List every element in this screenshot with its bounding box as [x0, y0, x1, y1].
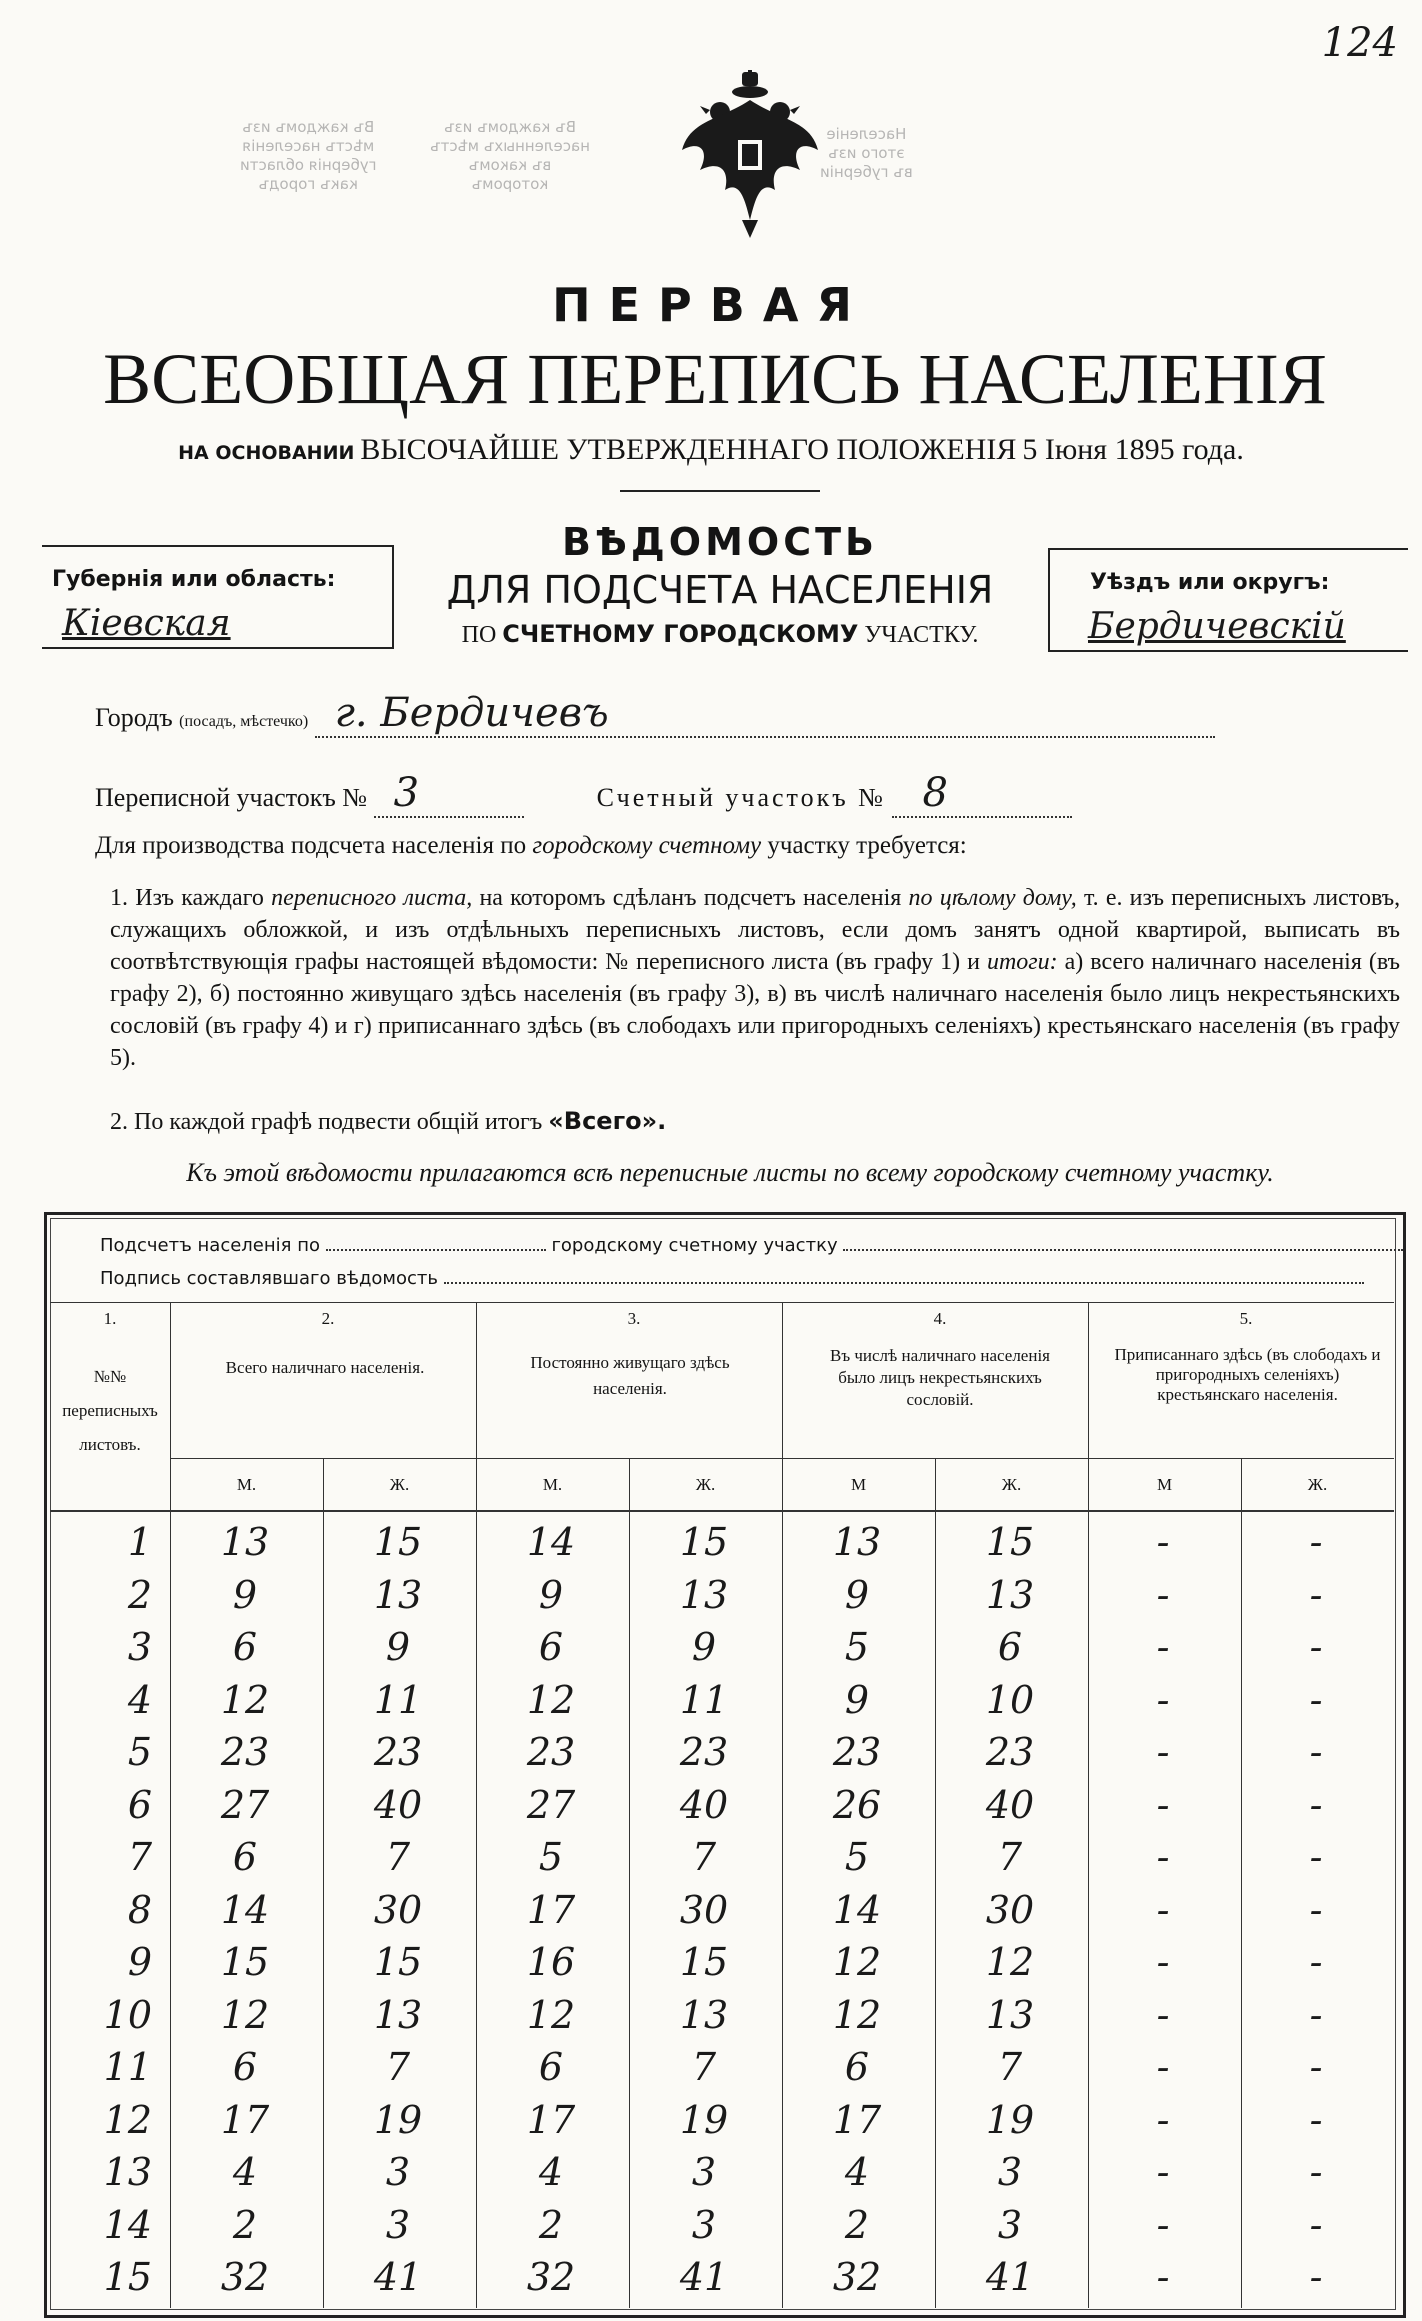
row-10-col4-f: 13 [985, 1992, 1035, 2037]
header-bottom-line [50, 1510, 1394, 1512]
row-5-col5-f: - [1309, 1730, 1323, 1774]
province-box [42, 545, 394, 649]
row-9-col4-f: 12 [985, 1940, 1035, 1984]
bleed-stamp-right: Населеніе этого изъ въ губерніи [820, 125, 913, 181]
row-7-col5-m: - [1156, 1835, 1170, 1879]
row-6-col4-m: 26 [832, 1782, 882, 1827]
row-8-sheet-number: 8 [127, 1887, 152, 1932]
row-5-col3-f: 23 [679, 1730, 729, 1774]
col5-header: Приписаннаго здѣсь (въ слободахъ и пригородныхъ селеніяхъ) крестьянскаго населенія. [1114, 1345, 1381, 1404]
row-2-col4-m: 9 [844, 1572, 870, 1617]
row-4-col3-m: 12 [526, 1677, 576, 1722]
row-13-sheet-number: 13 [103, 2150, 152, 2194]
row-3-col4-f: 6 [997, 1625, 1023, 1669]
row-14-col4-f: 3 [997, 2202, 1023, 2247]
row-3-col3-m: 6 [538, 1625, 564, 1669]
row-15-col5-f: - [1309, 2255, 1323, 2299]
col5-female-header: Ж. [1307, 1475, 1328, 1494]
col3-female-header: Ж. [695, 1475, 716, 1494]
row-14-col5-m: - [1156, 2202, 1170, 2247]
row-1-col4-f: 15 [985, 1520, 1035, 1564]
row-12-col2-m: 17 [220, 2097, 270, 2142]
col4-female-header: Ж. [1001, 1475, 1022, 1494]
row-10-col5-m: - [1156, 1992, 1170, 2037]
row-8-col3-m: 17 [526, 1887, 576, 1932]
row-8-col5-m: - [1156, 1887, 1170, 1932]
row-10-col2-f: 13 [373, 1992, 423, 2037]
title-general-census: ВСЕОБЩАЯ ПЕРЕПИСЬ НАСЕЛЕНІЯ [103, 339, 1327, 419]
instructions-item-2: 2. По каждой графѣ подвести общій итогъ «Всего». [110, 1107, 667, 1135]
title-first: ПЕРВАЯ [552, 278, 870, 332]
row-3-col3-f: 9 [691, 1625, 717, 1669]
row-15-col5-m: - [1156, 2255, 1170, 2299]
city-value: г. Бердичевъ [334, 690, 609, 736]
row-4-col4-f: 10 [985, 1677, 1035, 1722]
annex-note: Къ этой вѣдомости прилагаются всѣ переписные листы по всему городскому счетному участку. [186, 1158, 1274, 1187]
row-1-col5-m: - [1156, 1520, 1170, 1564]
row-11-col2-f: 7 [385, 2045, 411, 2089]
legal-basis-line: НА ОСНОВАНИИ ВЫСОЧАЙШЕ УТВЕРЖДЕННАГО ПОЛОЖЕНІЯ 5 Іюня 1895 года. [178, 433, 1244, 466]
row-5-col2-f: 23 [373, 1730, 423, 1774]
row-4-col5-f: - [1309, 1677, 1323, 1722]
district-value: Бердичевскій [1088, 606, 1346, 647]
row-3-col2-f: 9 [385, 1625, 411, 1669]
row-13-col3-m: 4 [538, 2150, 564, 2194]
row-11-col4-m: 6 [844, 2045, 870, 2089]
row-13-col5-m: - [1156, 2150, 1170, 2194]
row-6-sheet-number: 6 [127, 1782, 152, 1827]
col1-number: 1. [103, 1309, 117, 1328]
row-1-col3-f: 15 [679, 1520, 729, 1564]
row-3-col5-m: - [1156, 1625, 1170, 1669]
row-15-col3-m: 32 [526, 2255, 576, 2299]
row-8-col2-m: 14 [220, 1887, 270, 1932]
folio-number: 124 [1321, 20, 1398, 66]
row-8-col4-m: 14 [832, 1887, 882, 1932]
col5-number: 5. [1239, 1309, 1253, 1328]
form-title-line3: ПО СЧЕТНОМУ ГОРОДСКОМУ УЧАСТКУ. [461, 620, 979, 648]
row-13-col2-f: 3 [385, 2150, 411, 2194]
row-1-col2-m: 13 [220, 1520, 270, 1564]
row-11-sheet-number: 11 [103, 2045, 152, 2089]
row-4-col4-m: 9 [844, 1677, 870, 1722]
bleed-stamp-center: Въ каждомъ изъ населенныхъ мѣстъ въ какомъ которомъ [430, 118, 590, 193]
row-6-col3-m: 27 [526, 1782, 576, 1827]
row-7-sheet-number: 7 [127, 1835, 152, 1879]
row-2-col4-f: 13 [985, 1572, 1035, 1617]
row-12-col4-f: 19 [985, 2097, 1035, 2142]
row-3-col5-f: - [1309, 1625, 1323, 1669]
row-6-col5-m: - [1156, 1782, 1170, 1827]
row-2-col5-f: - [1309, 1572, 1323, 1617]
row-12-sheet-number: 12 [103, 2097, 152, 2142]
row-14-col2-m: 2 [232, 2202, 258, 2247]
row-2-sheet-number: 2 [127, 1572, 152, 1617]
row-6-col3-f: 40 [679, 1782, 729, 1827]
table-signature-line: Подпись составлявшаго вѣдомость [100, 1268, 1364, 1289]
row-8-col2-f: 30 [373, 1887, 423, 1932]
header-top-line [50, 1302, 1394, 1303]
row-3-col4-m: 5 [844, 1625, 870, 1669]
row-11-col4-f: 7 [997, 2045, 1023, 2089]
col3-number: 3. [627, 1309, 641, 1328]
row-7-col2-m: 6 [232, 1835, 258, 1879]
row-4-col2-m: 12 [220, 1677, 270, 1722]
row-15-col3-f: 41 [679, 2255, 729, 2299]
col2-female-header: Ж. [389, 1475, 410, 1494]
province-label: Губернія или область: [52, 567, 336, 592]
row-7-col4-f: 7 [997, 1835, 1023, 1879]
row-1-sheet-number: 1 [127, 1520, 152, 1564]
row-2-col3-m: 9 [538, 1572, 564, 1617]
row-3-col2-m: 6 [232, 1625, 258, 1669]
row-12-col5-m: - [1156, 2097, 1170, 2142]
divider-rule [620, 490, 820, 492]
row-2-col5-m: - [1156, 1572, 1170, 1617]
census-area-field: Переписной участокъ № 3 Счетный участокъ № 8 [95, 770, 1072, 818]
district-label: Уѣздъ или округъ: [1090, 570, 1330, 595]
row-7-col4-m: 5 [844, 1835, 870, 1879]
row-12-col2-f: 19 [373, 2097, 423, 2142]
row-5-col5-m: - [1156, 1730, 1170, 1774]
row-13-col4-f: 3 [997, 2150, 1023, 2194]
row-9-col2-m: 15 [220, 1940, 270, 1984]
row-14-sheet-number: 14 [103, 2202, 152, 2247]
row-4-col5-m: - [1156, 1677, 1170, 1722]
form-title [400, 520, 1040, 649]
row-11-col2-m: 6 [232, 2045, 258, 2089]
province-value: Кіевская [62, 603, 231, 644]
row-11-col5-m: - [1156, 2045, 1170, 2089]
row-2-col3-f: 13 [679, 1572, 729, 1617]
row-8-col3-f: 30 [679, 1887, 729, 1932]
row-9-col5-m: - [1156, 1940, 1170, 1984]
form-title-line2: ДЛЯ ПОДСЧЕТА НАСЕЛЕНІЯ [446, 568, 994, 612]
row-7-col3-f: 7 [691, 1835, 717, 1879]
col1-header: №№ переписныхъ листовъ. [62, 1367, 158, 1454]
row-7-col3-m: 5 [538, 1835, 564, 1879]
row-6-col2-m: 27 [220, 1782, 270, 1827]
row-5-col4-m: 23 [832, 1730, 882, 1774]
col4-number: 4. [933, 1309, 947, 1328]
bleed-stamp-left: Въ каждомъ изъ мѣстъ населенія губернія области какъ городъ [240, 118, 377, 193]
row-15-col2-m: 32 [220, 2255, 270, 2299]
instructions-item-1: 1. Изъ каждаго переписного листа, на которомъ сдѣланъ подсчетъ населенія по цѣлому дому, т. е. изъ переписныхъ листовъ, служащихъ обложкой, и изъ отдѣльныхъ переписныхъ листовъ, если домъ занятъ одной квартирой, выписать въ соотвѣтствующія графы настоящей вѣдомости: № переписного листа (въ графу 1) и итоги: а) всего наличнаго населенія (въ графу 2), б) постоянно живущаго здѣсь населенія (въ графу 3), в) въ числѣ наличнаго населенія было лицъ некрестьянскихъ сословій (въ графу 4) и г) приписаннаго здѣсь (въ слободахъ или пригородныхъ селеніяхъ) крестьянскаго населенія (въ графу 5). [110, 885, 1401, 1071]
row-14-col5-f: - [1309, 2202, 1323, 2247]
row-5-col2-m: 23 [220, 1730, 270, 1774]
imperial-eagle-emblem-icon [680, 70, 820, 240]
row-6-col2-f: 40 [373, 1782, 423, 1827]
col3-header: Постоянно живущаго здѣсь населенія. [530, 1353, 730, 1398]
row-1-col5-f: - [1309, 1520, 1323, 1564]
row-11-col5-f: - [1309, 2045, 1323, 2089]
row-4-col3-f: 11 [679, 1677, 729, 1722]
row-1-col2-f: 15 [373, 1520, 423, 1564]
row-11-col3-f: 7 [691, 2045, 717, 2089]
row-2-col2-f: 13 [373, 1572, 423, 1617]
row-14-col3-m: 2 [538, 2202, 564, 2247]
row-12-col3-f: 19 [679, 2097, 729, 2142]
row-10-col3-m: 12 [526, 1992, 576, 2037]
district-box [1048, 548, 1408, 652]
row-6-col5-f: - [1309, 1782, 1323, 1827]
row-4-sheet-number: 4 [127, 1677, 152, 1722]
row-8-col4-f: 30 [985, 1887, 1035, 1932]
row-13-col5-f: - [1309, 2150, 1323, 2194]
col2-header: Всего наличнаго населенія. [225, 1358, 425, 1377]
row-5-col4-f: 23 [985, 1730, 1035, 1774]
row-15-col2-f: 41 [373, 2255, 423, 2299]
row-6-col4-f: 40 [985, 1782, 1035, 1827]
col5-male-header: М [1156, 1475, 1173, 1494]
row-9-sheet-number: 9 [127, 1940, 152, 1984]
row-1-col4-m: 13 [832, 1520, 882, 1564]
row-12-col3-m: 17 [526, 2097, 576, 2142]
row-14-col4-m: 2 [844, 2202, 870, 2247]
row-8-col5-f: - [1309, 1887, 1323, 1932]
row-3-sheet-number: 3 [127, 1625, 152, 1669]
row-15-col4-m: 32 [832, 2255, 882, 2299]
row-2-col2-m: 9 [232, 1572, 258, 1617]
count-area-value: 8 [922, 770, 948, 816]
row-10-sheet-number: 10 [103, 1992, 152, 2037]
row-9-col3-f: 15 [679, 1940, 729, 1984]
row-10-col3-f: 13 [679, 1992, 729, 2037]
col2-male-header: М. [236, 1475, 257, 1494]
row-9-col2-f: 15 [373, 1940, 423, 1984]
row-14-col2-f: 3 [385, 2202, 411, 2247]
col4-header: Въ числѣ наличнаго населенія было лицъ некрестьянскихъ сословій. [829, 1346, 1050, 1409]
row-15-col4-f: 41 [985, 2255, 1035, 2299]
row-10-col5-f: - [1309, 1992, 1323, 2037]
table-subtitle-area: Подсчетъ населенія по городскому счетному участку [100, 1235, 1403, 1256]
row-13-col2-m: 4 [232, 2150, 258, 2194]
col4-male-header: М [850, 1475, 867, 1494]
row-5-col3-m: 23 [526, 1730, 576, 1774]
col2-number: 2. [321, 1309, 335, 1328]
city-field: Городъ (посадъ, мѣстечко) г. Бердичевъ [95, 690, 1215, 738]
row-7-col2-f: 7 [385, 1835, 411, 1879]
instructions-intro: Для производства подсчета населенія по городскому счетному участку требуется: [95, 832, 967, 859]
col3-male-header: М. [542, 1475, 563, 1494]
row-5-sheet-number: 5 [127, 1730, 152, 1774]
row-9-col4-m: 12 [832, 1940, 882, 1984]
row-11-col3-m: 6 [538, 2045, 564, 2089]
row-12-col4-m: 17 [832, 2097, 882, 2142]
row-10-col2-m: 12 [220, 1992, 270, 2037]
row-14-col3-f: 3 [691, 2202, 717, 2247]
row-13-col4-m: 4 [844, 2150, 870, 2194]
row-1-col3-m: 14 [526, 1520, 576, 1564]
form-title-line1: ВѢДОМОСТЬ [562, 520, 878, 564]
census-area-value: 3 [393, 770, 420, 816]
row-9-col5-f: - [1309, 1940, 1323, 1984]
row-15-sheet-number: 15 [103, 2255, 152, 2299]
row-4-col2-f: 11 [373, 1677, 423, 1722]
row-12-col5-f: - [1309, 2097, 1323, 2142]
row-10-col4-m: 12 [832, 1992, 882, 2037]
row-13-col3-f: 3 [691, 2150, 717, 2194]
row-7-col5-f: - [1309, 1835, 1323, 1879]
row-9-col3-m: 16 [526, 1940, 576, 1984]
